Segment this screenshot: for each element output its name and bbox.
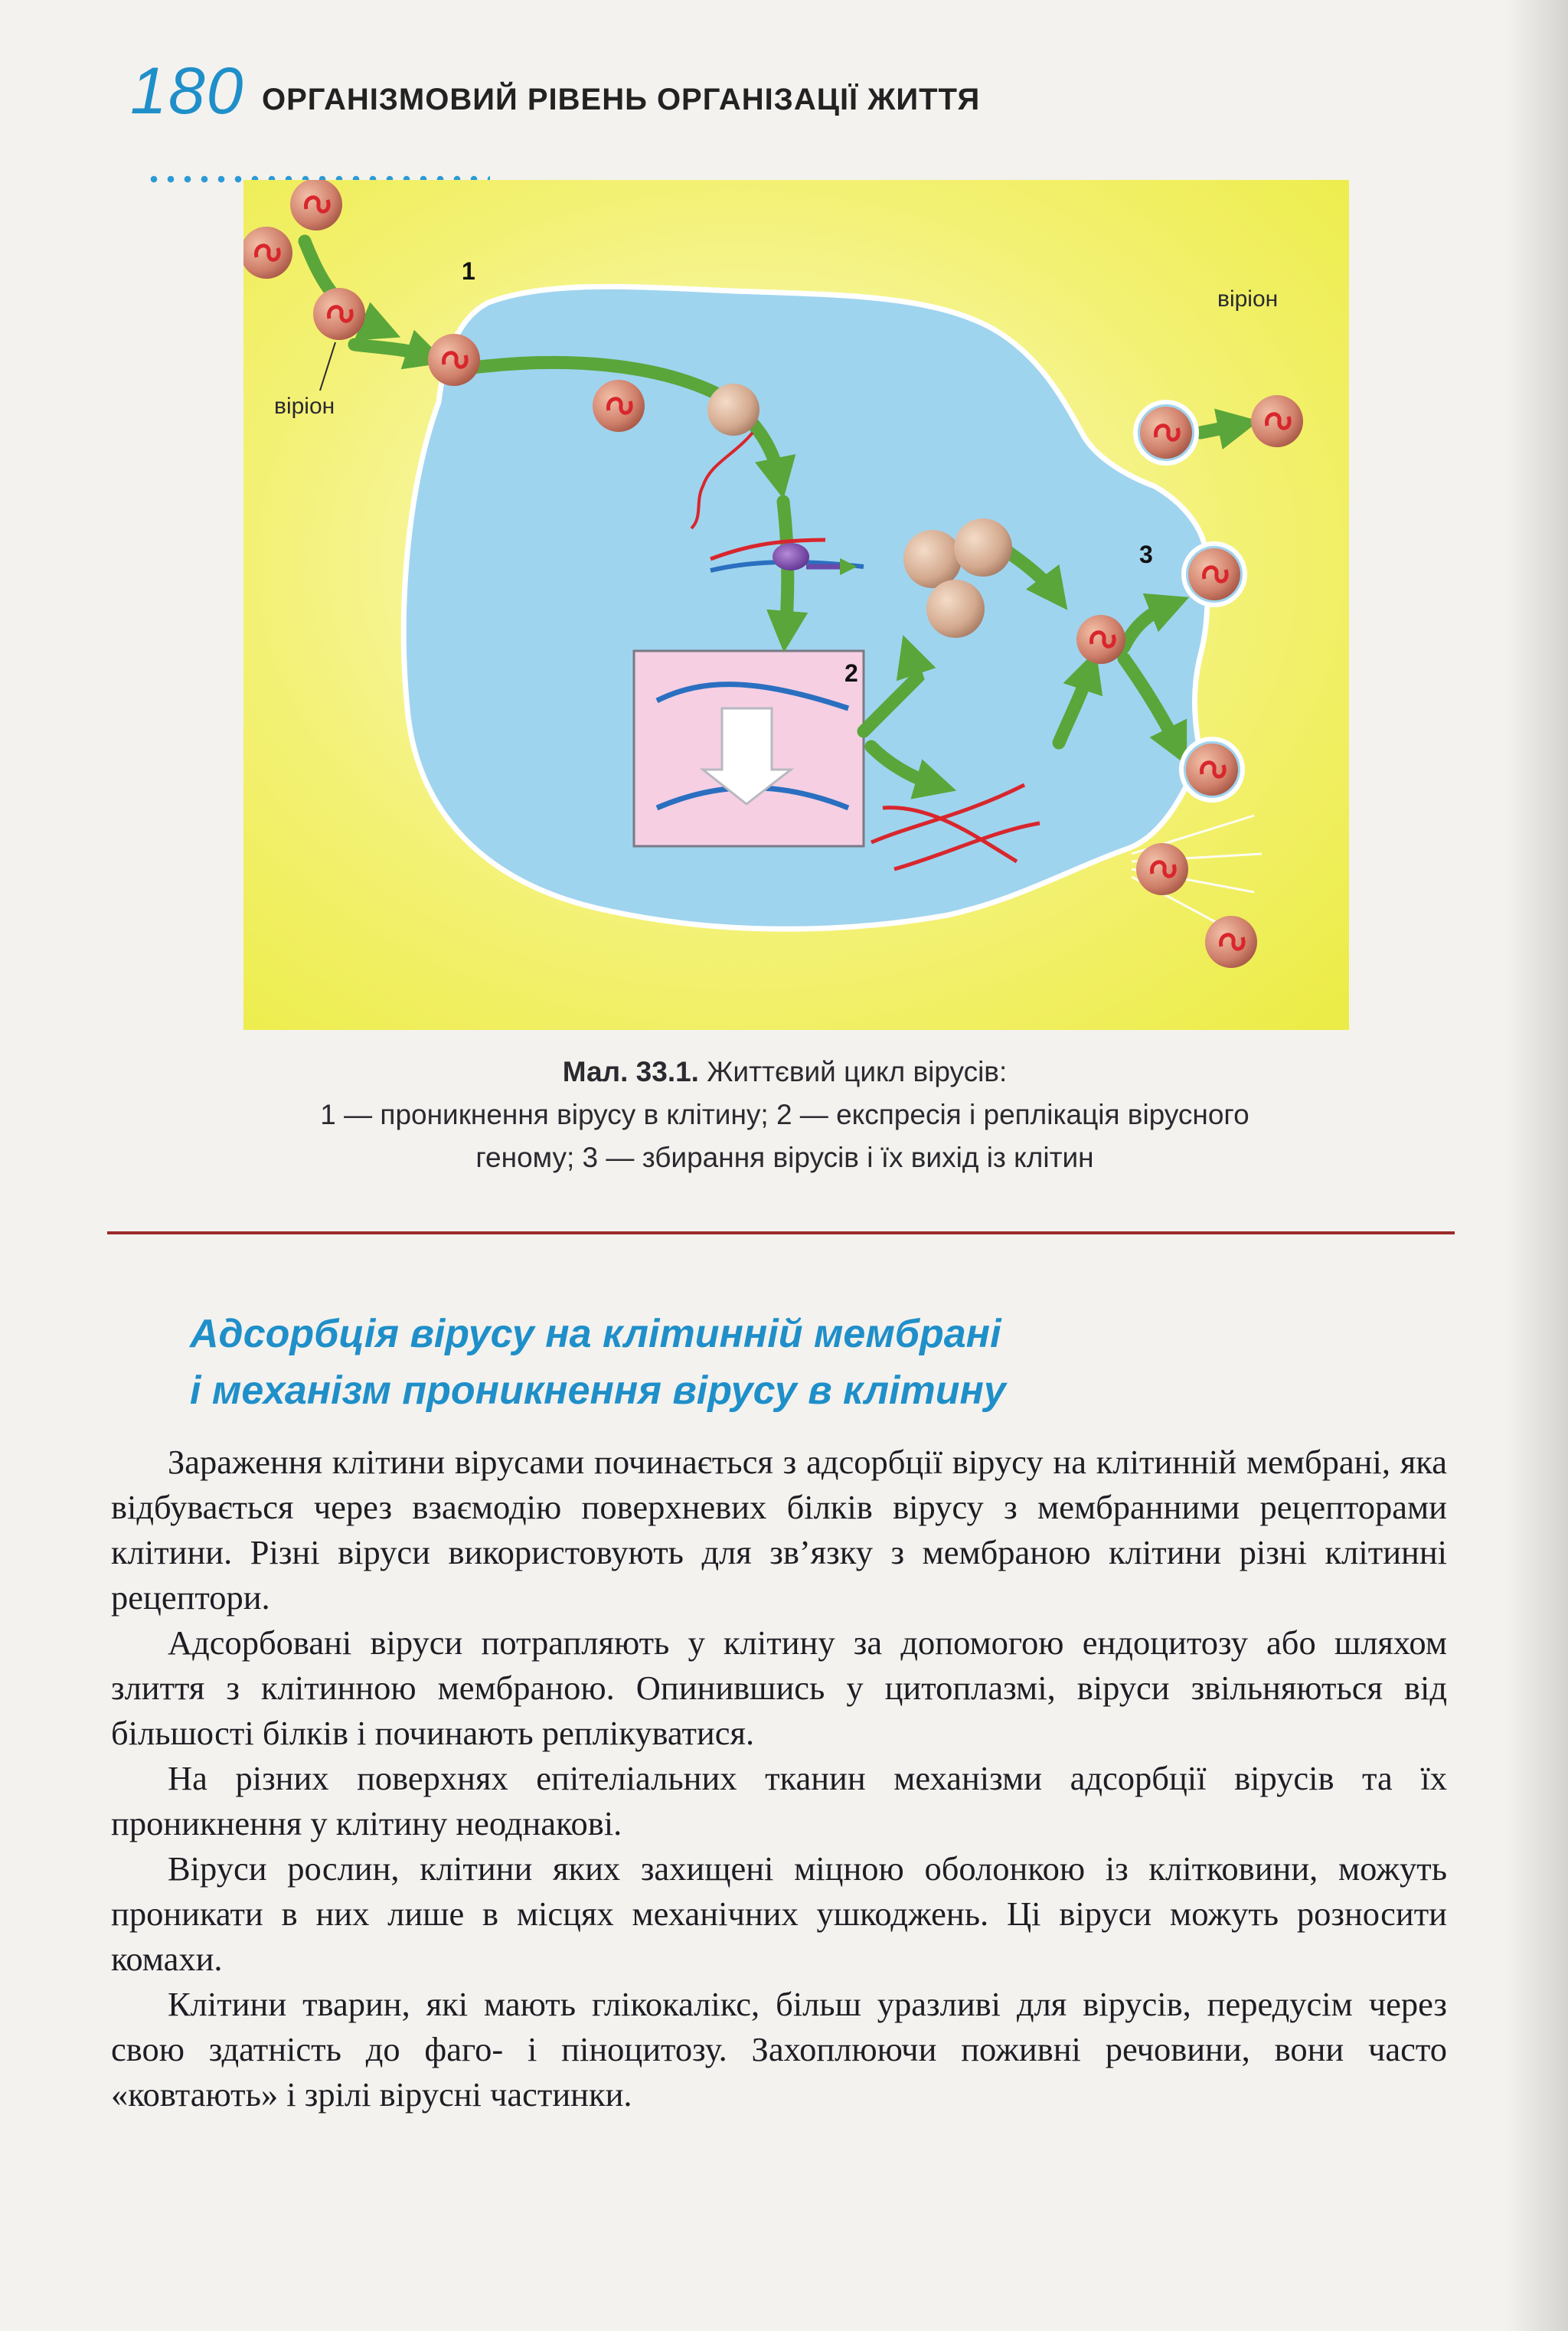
virion <box>290 180 342 230</box>
caption-line-2: геному; 3 — збирання вірусів і їх вихід із клітин <box>475 1142 1094 1173</box>
step-3-label: 3 <box>1139 541 1153 568</box>
virion <box>1136 843 1188 895</box>
body-text <box>111 1440 1447 2117</box>
label-virion-right: віріон <box>1217 286 1279 312</box>
page-edge-shadow <box>1507 0 1568 2331</box>
paragraph: Клітини тварин, які мають глікокалікс, більш уразливі для вірусів, передусім через свою здатність до фаго- і піноцитозу. Захоплюючи поживні речовини, вони часто «ковтають» і зрілі вірусні частинки. <box>111 1985 1447 2114</box>
paragraph: Зараження клітини вірусами починається з адсорбції вірусу на клітинній мембрані, яка відбувається через взаємодію поверхневих білків вірусу з мембранними рецепторами клітини. Різні віруси використовують для зв’язку з мембраною клітини різні клітинні рецептори. <box>111 1443 1447 1617</box>
virion <box>1140 407 1192 459</box>
page-header <box>130 54 1202 138</box>
paragraph: На різних поверхнях епітеліальних тканин механізми адсорбції вірусів та їх проникнення у клітину неоднакові. <box>111 1759 1447 1842</box>
figure-caption <box>153 1051 1416 1179</box>
section-heading-line-1: Адсорбція вірусу на клітинній мембрані <box>190 1312 1001 1356</box>
virion <box>1188 548 1240 600</box>
section-divider <box>107 1231 1455 1234</box>
virion <box>428 334 480 386</box>
virus-life-cycle-figure <box>243 180 1349 1030</box>
virion <box>313 288 365 340</box>
capsid-particle <box>707 384 760 436</box>
capsid-protein <box>903 530 962 588</box>
page-number: 180 <box>130 54 245 128</box>
virion <box>593 380 645 432</box>
arrow <box>1200 425 1239 433</box>
virion <box>1186 744 1238 796</box>
caption-line-0 <box>153 1051 1416 1094</box>
caption-title: Життєвий цикл вірусів: <box>707 1056 1008 1087</box>
step-2-label: 2 <box>844 659 858 687</box>
virus-life-cycle-diagram <box>243 180 1349 1030</box>
virion <box>1251 395 1303 447</box>
section-heading-line-2: і механізм проникнення вірусу в клітину <box>190 1368 1006 1413</box>
paragraph: Адсорбовані віруси потрапляють у клітину за допомогою ендоцитозу або шляхом злиття з клітинною мембраною. Опинившись у цитоплазмі, віруси звільняються від більшості білків і починають реплікуватися. <box>111 1623 1447 1752</box>
caption-label: Мал. 33.1. <box>562 1056 699 1087</box>
running-title: ОРГАНІЗМОВИЙ РІВЕНЬ ОРГАНІЗАЦІЇ ЖИТТЯ <box>262 83 981 116</box>
capsid-protein <box>926 580 985 638</box>
capsid-protein <box>954 518 1012 577</box>
virion <box>1205 916 1257 968</box>
section-heading <box>190 1306 1415 1419</box>
paragraph: Віруси рослин, клітини яких захищені міцною оболонкою із клітковини, можуть проникати в них лише в місцях механічних ушкоджень. Ці віруси можуть розносити комахи. <box>111 1849 1447 1978</box>
virion <box>1076 615 1125 664</box>
step-1-label: 1 <box>462 257 475 285</box>
label-virion-left: віріон <box>274 394 335 419</box>
caption-line-1: 1 — проникнення вірусу в клітину; 2 — експресія і реплікація вірусного <box>320 1099 1250 1130</box>
ribosome <box>773 543 809 570</box>
